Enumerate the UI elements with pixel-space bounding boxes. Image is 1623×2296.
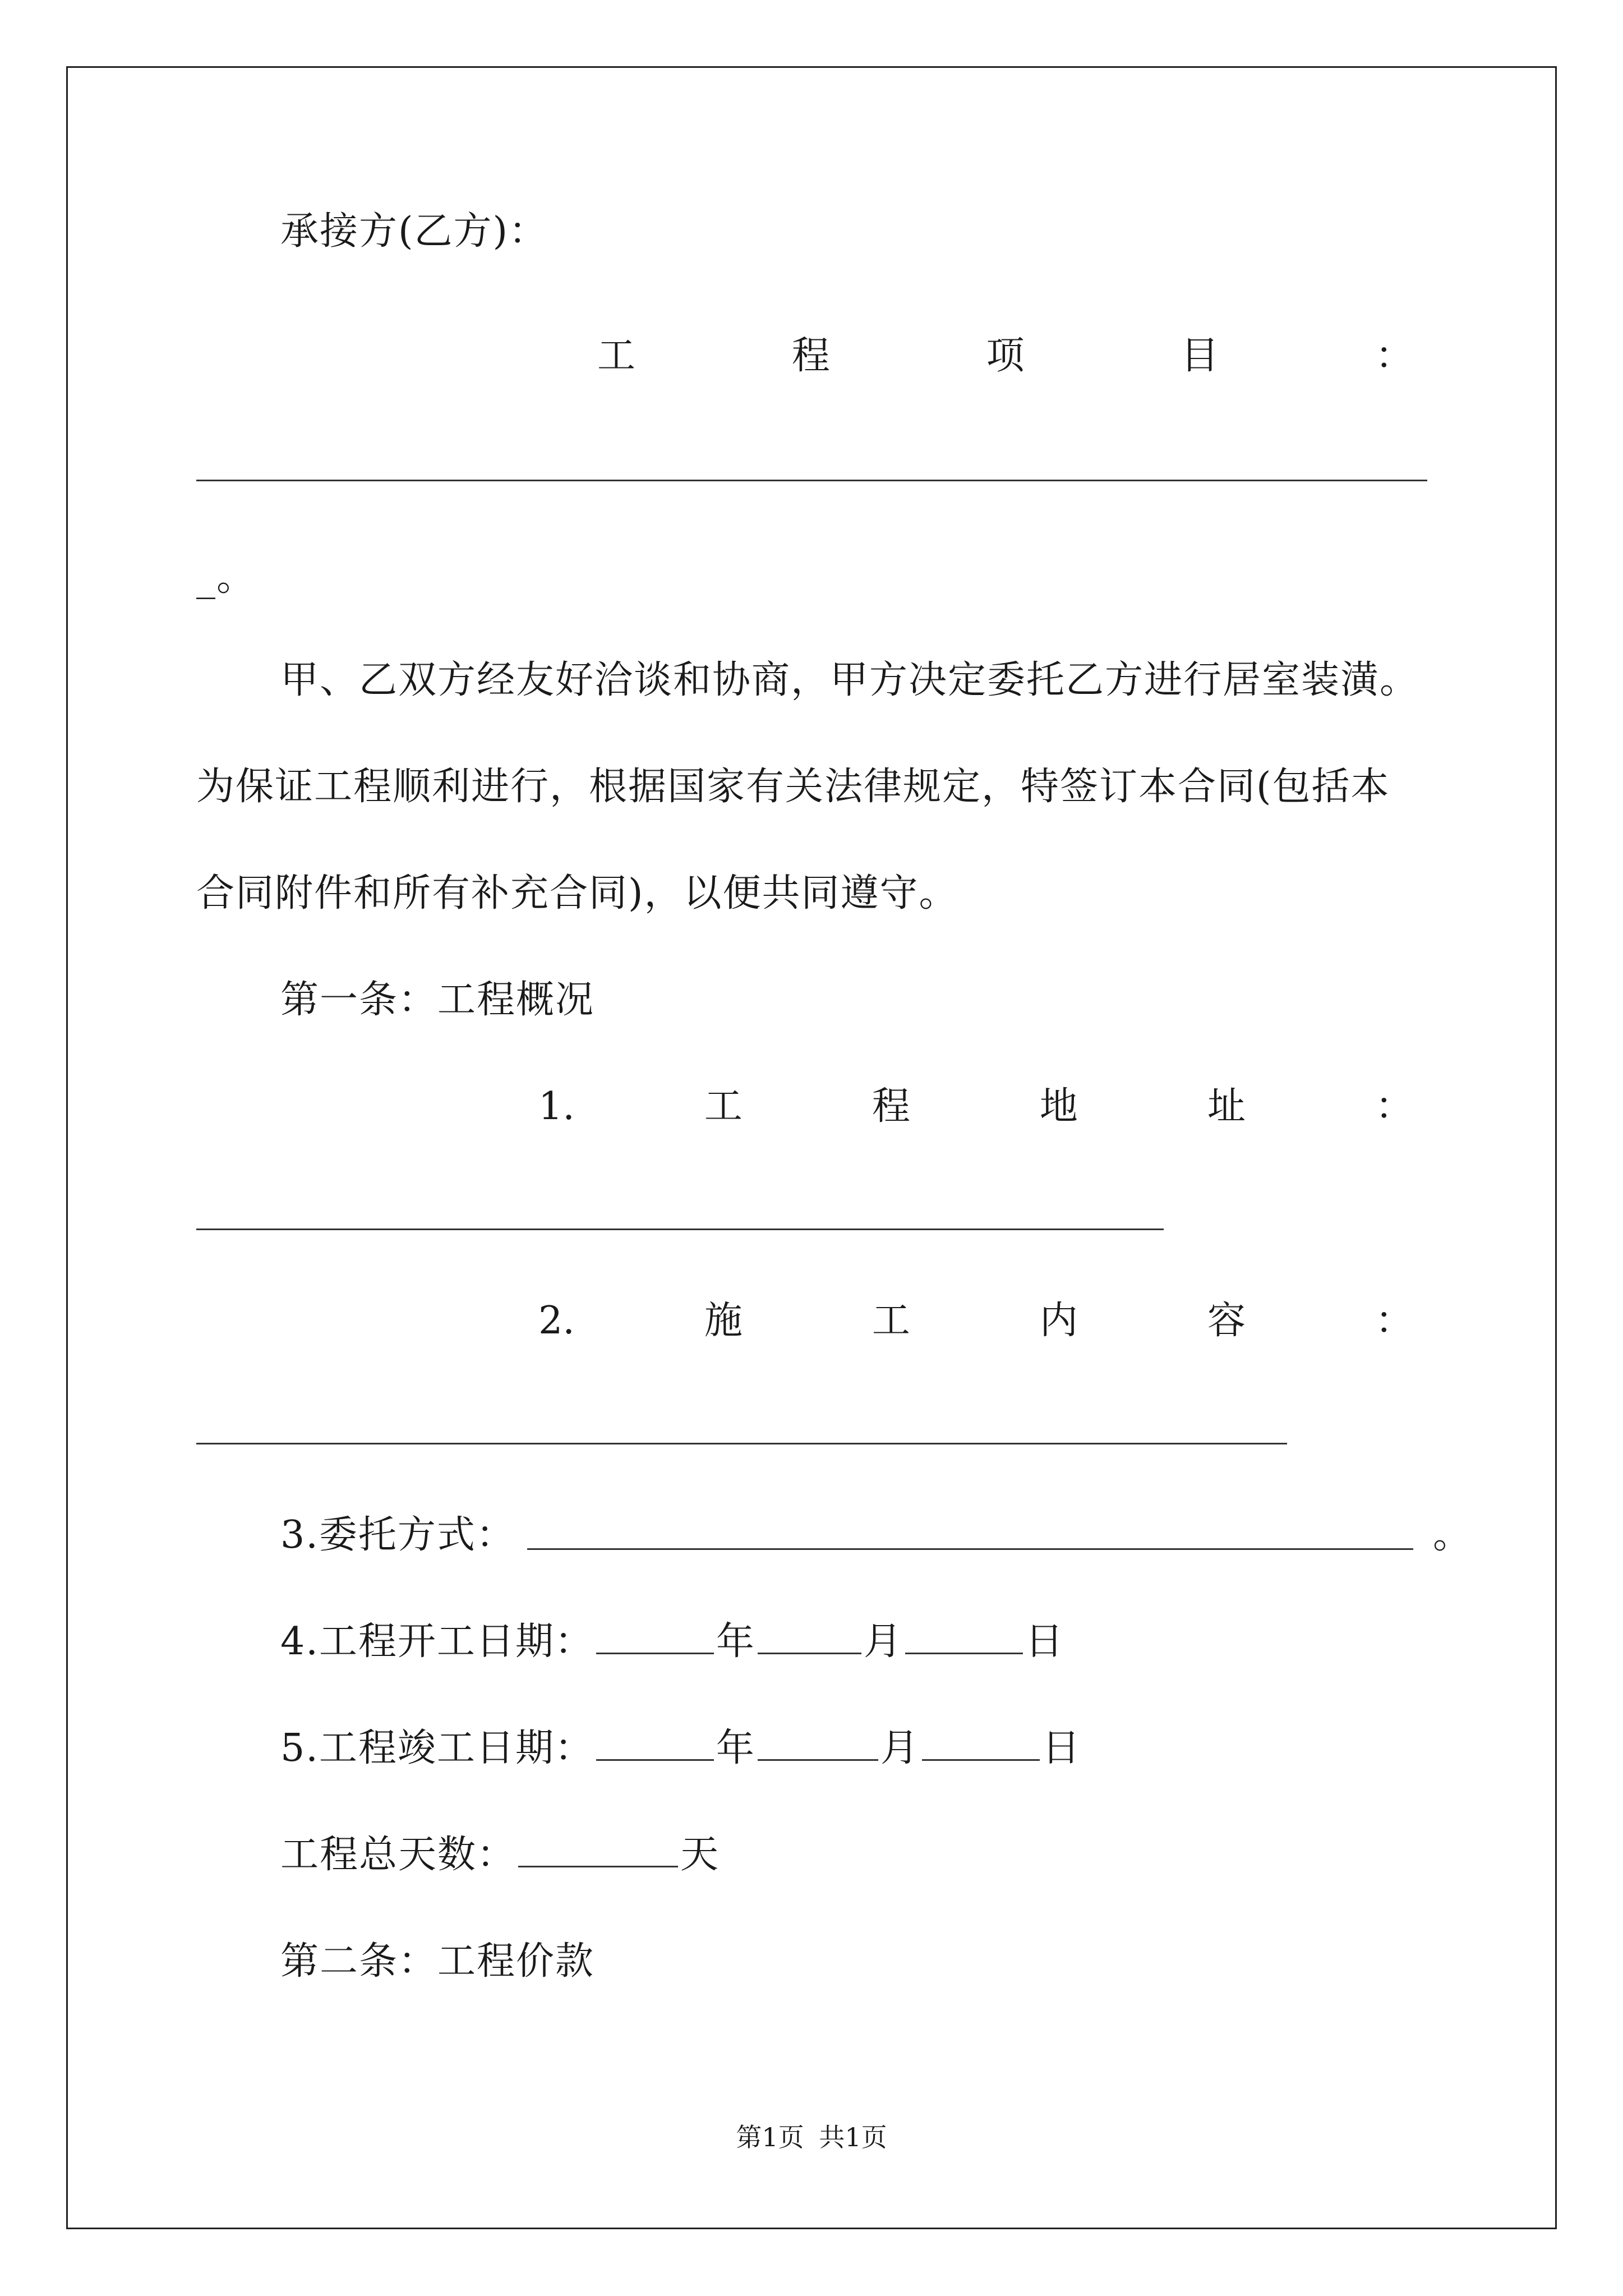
item-2-char-1: 2. [538,1299,575,1343]
end-day-unit: 日 [1041,1726,1081,1770]
page-footer [0,2120,1623,2154]
end-year-unit: 年 [716,1726,755,1770]
item-2-char-5: 容 [1207,1299,1246,1343]
item-2-label [538,1296,1413,1346]
item-1-char-3: 程 [872,1084,910,1129]
entrust-method-blank[interactable] [527,1548,1413,1550]
item-1-char-4: 地 [1039,1084,1078,1129]
start-date-label: 4.工程开工日期： [280,1619,594,1664]
item-1-char-2: 工 [704,1084,743,1129]
start-month-blank[interactable] [758,1619,861,1654]
total-days-unit: 天 [680,1833,720,1877]
total-days-row [280,1830,720,1880]
item-2-char-6: ： [1375,1299,1413,1343]
project-char-2: 程 [791,334,830,378]
intro-line-3: 合同附件和所有补充合同)，以便共同遵守。 [196,871,958,915]
article-2-title: 第二条：工程价款 [280,1939,595,1984]
total-days-label: 工程总天数： [280,1833,517,1877]
project-char-5: ： [1375,334,1413,378]
address-blank[interactable] [196,1228,1164,1230]
start-date-row [280,1617,1064,1667]
item-2-char-3: 工 [872,1299,910,1343]
article-1-title: 第一条：工程概况 [280,978,595,1022]
item-2-char-2: 施 [704,1299,743,1343]
intro-line-1: 甲、乙双方经友好洽谈和协商，甲方决定委托乙方进行居室装潢。 [280,658,1419,702]
start-month-unit: 月 [863,1619,903,1664]
project-name-label [597,331,1413,381]
end-date-label: 5.工程竣工日期： [280,1726,594,1770]
item-1-char-5: 址 [1207,1084,1246,1129]
start-year-blank[interactable] [596,1619,714,1654]
end-month-unit: 月 [880,1726,920,1770]
page-total: 共1页 [819,2122,887,2152]
start-day-unit: 日 [1025,1619,1064,1664]
page-number: 第1页 [736,2122,804,2152]
project-char-1: 工 [597,334,636,378]
item-1-char-1: 1. [538,1084,575,1129]
item-3-label: 3.委托方式： [280,1513,515,1557]
intro-line-2: 为保证工程顺利进行，根据国家有关法律规定，特签订本合同(包括本 [196,765,1390,809]
end-month-blank[interactable] [758,1726,878,1761]
item-3-end: 。 [1433,1513,1473,1557]
project-name-end: _。 [196,555,256,600]
start-day-blank[interactable] [905,1619,1023,1654]
total-days-blank[interactable] [518,1832,678,1867]
end-day-blank[interactable] [922,1726,1040,1761]
start-year-unit: 年 [716,1619,755,1664]
item-2-char-4: 内 [1039,1299,1078,1343]
content-blank[interactable] [196,1443,1287,1444]
page-border [66,66,1557,2229]
item-1-char-6: ： [1375,1084,1413,1129]
project-name-blank[interactable] [196,480,1427,481]
project-char-4: 目 [1181,334,1219,378]
end-year-blank[interactable] [596,1726,714,1761]
project-char-3: 项 [986,334,1025,378]
end-date-row [280,1723,1081,1774]
item-1-label [538,1082,1413,1132]
party-b-label: 承接方(乙方)： [280,209,548,254]
